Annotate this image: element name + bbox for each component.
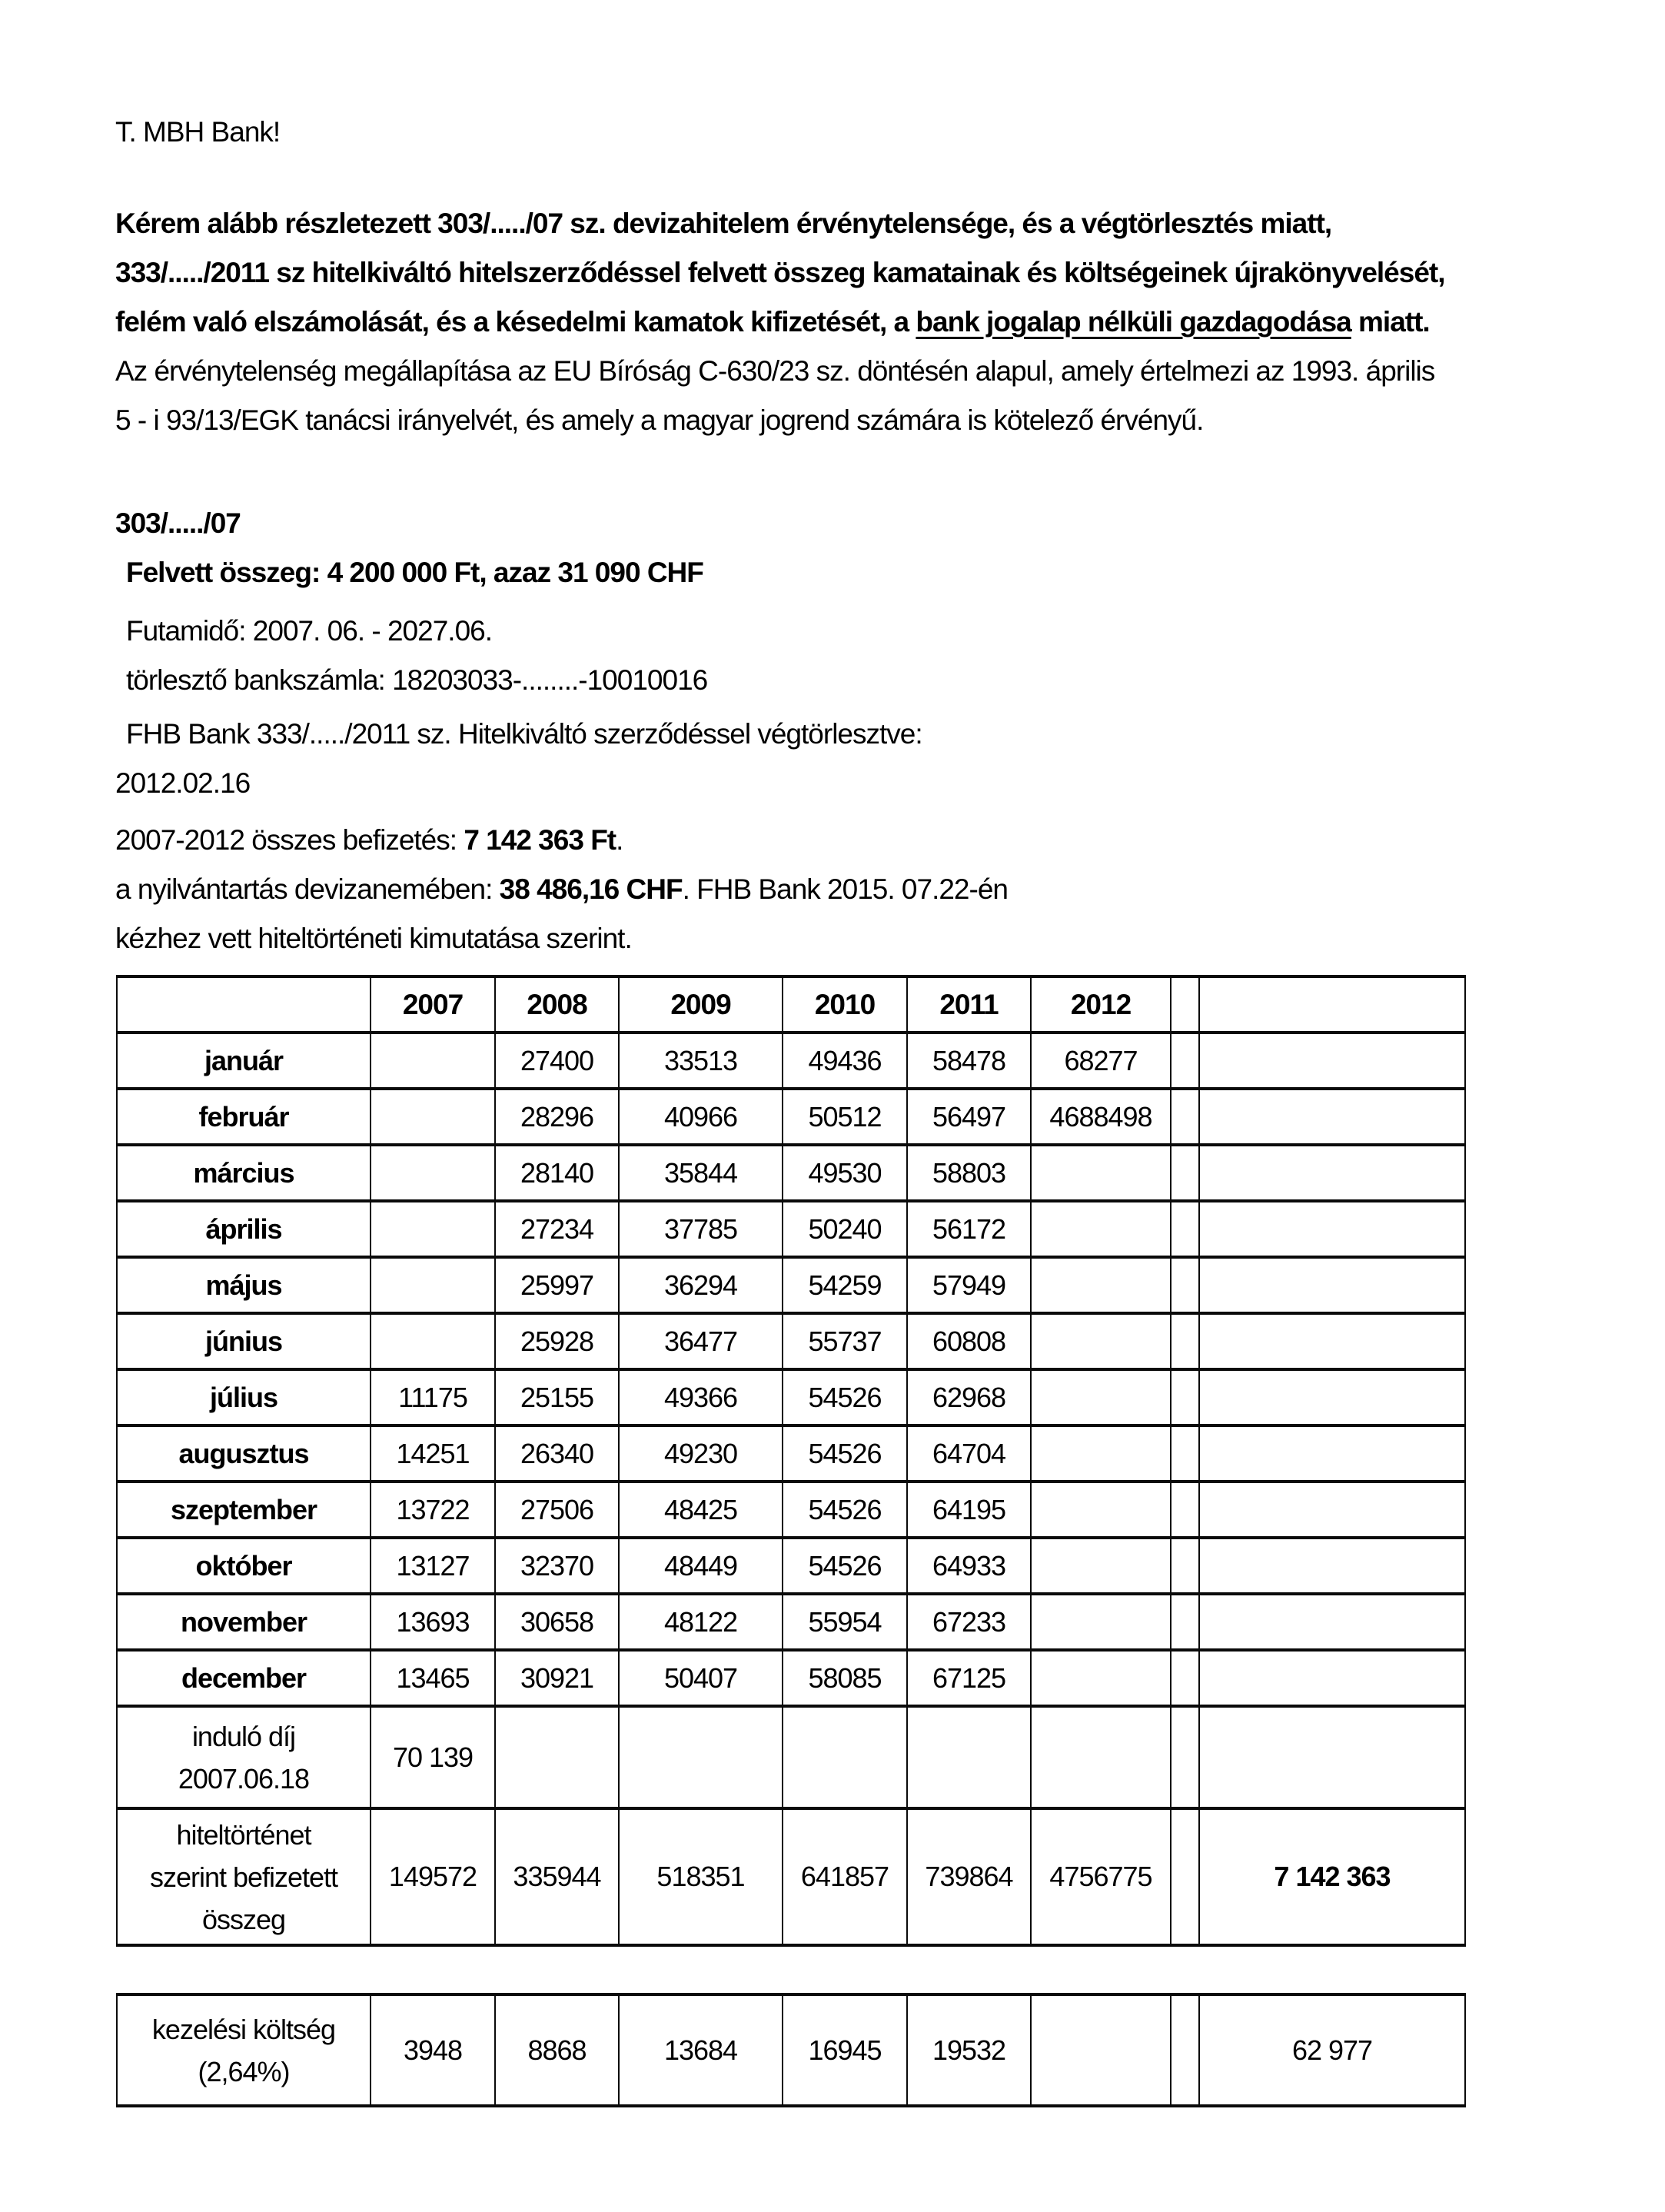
bold-text: miatt. — [1351, 306, 1430, 338]
row-label-cell: május — [117, 1257, 371, 1313]
header-year-cell: 2010 — [783, 976, 907, 1033]
value-cell: 27234 — [495, 1201, 619, 1257]
value-cell — [371, 1257, 495, 1313]
value-cell: 54259 — [783, 1257, 907, 1313]
bold-text: 7 142 363 Ft — [464, 824, 616, 856]
table-row — [117, 1425, 1465, 1482]
value-cell — [907, 1706, 1031, 1808]
spacer-cell — [1171, 1257, 1199, 1313]
value-cell: 58085 — [783, 1650, 907, 1706]
value-cell — [1031, 1706, 1171, 1808]
value-cell — [1031, 1650, 1171, 1706]
value-cell: 27400 — [495, 1033, 619, 1089]
plain-text: a nyilvántartás devizanemében: — [115, 873, 500, 905]
value-cell — [1031, 1369, 1171, 1425]
spacer-cell — [1171, 1808, 1199, 1945]
value-cell: 49436 — [783, 1033, 907, 1089]
table-row — [117, 1706, 1465, 1808]
bold-text: felém való elszámolását, és a késedelmi kamatok kifizetését, a — [115, 306, 916, 338]
value-cell: 149572 — [371, 1808, 495, 1945]
value-cell: 67233 — [907, 1594, 1031, 1650]
value-cell: 25155 — [495, 1369, 619, 1425]
value-cell: 62968 — [907, 1369, 1031, 1425]
total-paid — [115, 816, 1665, 865]
value-cell: 14251 — [371, 1425, 495, 1482]
plain-text: 2007-2012 összes befizetés: — [115, 824, 464, 856]
fhb-contract — [115, 710, 1665, 759]
total-cell: 62 977 — [1199, 1994, 1465, 2106]
value-cell: 13684 — [619, 1994, 783, 2106]
row-label-cell: február — [117, 1089, 371, 1145]
row-label-cell: december — [117, 1650, 371, 1706]
intro-line-5 — [115, 396, 1665, 445]
value-cell: 50512 — [783, 1089, 907, 1145]
value-cell: 28296 — [495, 1089, 619, 1145]
intro-line-4 — [115, 347, 1665, 396]
plain-text: FHB Bank 333/...../2011 sz. Hitelkiváltó szerződéssel végtörlesztve: — [126, 718, 922, 750]
total-cell — [1199, 1650, 1465, 1706]
value-cell: 13693 — [371, 1594, 495, 1650]
statement-note — [115, 914, 1665, 963]
value-cell: 60808 — [907, 1313, 1031, 1369]
total-cell — [1199, 1538, 1465, 1594]
header-year-cell: 2012 — [1031, 976, 1171, 1033]
value-cell: 48122 — [619, 1594, 783, 1650]
spacer-cell — [1171, 1650, 1199, 1706]
value-cell: 739864 — [907, 1808, 1031, 1945]
plain-text: törlesztő bankszámla: 18203033-........-10010016 — [126, 664, 708, 696]
total-cell — [1199, 1257, 1465, 1313]
value-cell: 36477 — [619, 1313, 783, 1369]
row-label-cell: június — [117, 1313, 371, 1369]
value-cell — [1031, 1313, 1171, 1369]
repayment-account — [115, 656, 1665, 705]
value-cell: 32370 — [495, 1538, 619, 1594]
value-cell: 49530 — [783, 1145, 907, 1201]
spacer-cell — [1171, 1089, 1199, 1145]
value-cell: 35844 — [619, 1145, 783, 1201]
value-cell: 56172 — [907, 1201, 1031, 1257]
total-cell — [1199, 1369, 1465, 1425]
value-cell: 54526 — [783, 1425, 907, 1482]
row-label-cell: április — [117, 1201, 371, 1257]
header-year-cell — [1171, 976, 1199, 1033]
table-row — [117, 1145, 1465, 1201]
plain-text: Az érvénytelenség megállapítása az EU Bíróság C-630/23 sz. döntésén alapul, amely értelmezi az 1993. április — [115, 355, 1435, 387]
value-cell — [783, 1706, 907, 1808]
row-label-cell: március — [117, 1145, 371, 1201]
table-row — [117, 1808, 1465, 1945]
value-cell: 11175 — [371, 1369, 495, 1425]
value-cell — [1031, 1538, 1171, 1594]
total-cell — [1199, 1482, 1465, 1538]
value-cell: 54526 — [783, 1538, 907, 1594]
loan-amount — [115, 548, 1665, 597]
table-row — [117, 1369, 1465, 1425]
total-cell — [1199, 1145, 1465, 1201]
value-cell: 16945 — [783, 1994, 907, 2106]
spacer-cell — [1171, 1994, 1199, 2106]
spacer-cell — [1171, 1425, 1199, 1482]
spacer-cell — [1171, 1594, 1199, 1650]
value-cell: 64704 — [907, 1425, 1031, 1482]
value-cell: 13127 — [371, 1538, 495, 1594]
fees-table — [116, 1993, 1466, 2107]
payoff-date — [115, 759, 1665, 808]
value-cell — [1031, 1425, 1171, 1482]
value-cell: 58803 — [907, 1145, 1031, 1201]
row-label-cell: augusztus — [117, 1425, 371, 1482]
value-cell: 3948 — [371, 1994, 495, 2106]
value-cell: 518351 — [619, 1808, 783, 1945]
value-cell: 25997 — [495, 1257, 619, 1313]
value-cell: 50407 — [619, 1650, 783, 1706]
row-label-cell: november — [117, 1594, 371, 1650]
value-cell: 70 139 — [371, 1706, 495, 1808]
header-year-cell — [1199, 976, 1465, 1033]
value-cell: 58478 — [907, 1033, 1031, 1089]
table-row — [117, 1650, 1465, 1706]
table-row — [117, 1313, 1465, 1369]
value-cell — [371, 1089, 495, 1145]
value-cell: 57949 — [907, 1257, 1031, 1313]
plain-text: 2012.02.16 — [115, 767, 251, 799]
value-cell: 25928 — [495, 1313, 619, 1369]
value-cell — [371, 1033, 495, 1089]
table-row — [117, 1482, 1465, 1538]
total-cell — [1199, 1425, 1465, 1482]
total-cell — [1199, 1706, 1465, 1808]
value-cell: 26340 — [495, 1425, 619, 1482]
table-row — [117, 1594, 1465, 1650]
value-cell: 33513 — [619, 1033, 783, 1089]
value-cell: 4688498 — [1031, 1089, 1171, 1145]
value-cell: 335944 — [495, 1808, 619, 1945]
total-cell: 7 142 363 — [1199, 1808, 1465, 1945]
value-cell: 64933 — [907, 1538, 1031, 1594]
value-cell: 40966 — [619, 1089, 783, 1145]
header-year-cell: 2008 — [495, 976, 619, 1033]
header-year-cell: 2011 — [907, 976, 1031, 1033]
value-cell — [1031, 1145, 1171, 1201]
value-cell — [619, 1706, 783, 1808]
value-cell: 49230 — [619, 1425, 783, 1482]
intro-line-3 — [115, 298, 1665, 347]
bold-text: 38 486,16 CHF — [499, 873, 683, 905]
spacer-cell — [1171, 1145, 1199, 1201]
row-label-cell: október — [117, 1538, 371, 1594]
value-cell: 54526 — [783, 1482, 907, 1538]
header-year-cell: 2009 — [619, 976, 783, 1033]
plain-text: kézhez vett hiteltörténeti kimutatása szerint. — [115, 923, 632, 954]
spacer-cell — [1171, 1482, 1199, 1538]
value-cell: 30658 — [495, 1594, 619, 1650]
spacer-cell — [1171, 1033, 1199, 1089]
letter-body — [115, 108, 1665, 963]
table-row — [117, 1089, 1465, 1145]
payments-table — [116, 975, 1466, 1947]
value-cell: 67125 — [907, 1650, 1031, 1706]
spacer-cell — [1171, 1369, 1199, 1425]
loan-term — [115, 607, 1665, 656]
row-label-cell: január — [117, 1033, 371, 1089]
plain-text: . FHB Bank 2015. 07.22-én — [682, 873, 1008, 905]
value-cell — [1031, 1994, 1171, 2106]
spacer-cell — [1171, 1706, 1199, 1808]
intro-line-2 — [115, 248, 1665, 298]
value-cell: 13722 — [371, 1482, 495, 1538]
value-cell: 641857 — [783, 1808, 907, 1945]
value-cell: 27506 — [495, 1482, 619, 1538]
value-cell — [371, 1201, 495, 1257]
value-cell: 54526 — [783, 1369, 907, 1425]
value-cell: 13465 — [371, 1650, 495, 1706]
value-cell: 48449 — [619, 1538, 783, 1594]
row-label-cell: kezelési költség (2,64%) — [117, 1994, 371, 2106]
table-row — [117, 1257, 1465, 1313]
total-cell — [1199, 1201, 1465, 1257]
salutation — [115, 108, 1665, 157]
value-cell: 4756775 — [1031, 1808, 1171, 1945]
value-cell: 50240 — [783, 1201, 907, 1257]
bold-text: Kérem alább részletezett 303/...../07 sz. devizahitelem érvénytelensége, és a végtörlesztés miatt, — [115, 208, 1332, 239]
bold-text: 303/...../07 — [115, 507, 241, 539]
total-cell — [1199, 1033, 1465, 1089]
value-cell: 64195 — [907, 1482, 1031, 1538]
value-cell: 49366 — [619, 1369, 783, 1425]
plain-text: 5 - i 93/13/EGK tanácsi irányelvét, és amely a magyar jogrend számára is kötelező érvényű. — [115, 404, 1204, 436]
value-cell — [371, 1313, 495, 1369]
total-paid-chf — [115, 865, 1665, 914]
table-row — [117, 1538, 1465, 1594]
value-cell: 68277 — [1031, 1033, 1171, 1089]
value-cell: 55954 — [783, 1594, 907, 1650]
value-cell — [1031, 1201, 1171, 1257]
value-cell: 30921 — [495, 1650, 619, 1706]
table-header-row — [117, 976, 1465, 1033]
row-label-cell: hiteltörténet szerint befizetett összeg — [117, 1808, 371, 1945]
table-row — [117, 1201, 1465, 1257]
spacer-cell — [1171, 1538, 1199, 1594]
intro-line-1 — [115, 199, 1665, 248]
value-cell — [371, 1145, 495, 1201]
total-cell — [1199, 1089, 1465, 1145]
value-cell — [495, 1706, 619, 1808]
row-label-cell: július — [117, 1369, 371, 1425]
value-cell: 48425 — [619, 1482, 783, 1538]
plain-text: Futamidő: 2007. 06. - 2027.06. — [126, 615, 493, 647]
contract-heading — [115, 499, 1665, 548]
row-label-cell: szeptember — [117, 1482, 371, 1538]
underlined-text: bank jogalap nélküli gazdagodása — [916, 306, 1351, 338]
value-cell — [1031, 1482, 1171, 1538]
total-cell — [1199, 1594, 1465, 1650]
spacer-cell — [1171, 1201, 1199, 1257]
value-cell: 37785 — [619, 1201, 783, 1257]
value-cell — [1031, 1257, 1171, 1313]
bold-text: Felvett összeg: 4 200 000 Ft, azaz 31 090 CHF — [126, 557, 703, 588]
value-cell: 55737 — [783, 1313, 907, 1369]
total-cell — [1199, 1313, 1465, 1369]
value-cell: 19532 — [907, 1994, 1031, 2106]
table-row — [117, 1994, 1465, 2106]
table-row — [117, 1033, 1465, 1089]
value-cell: 36294 — [619, 1257, 783, 1313]
row-label-cell: induló díj 2007.06.18 — [117, 1706, 371, 1808]
bold-text: 333/...../2011 sz hitelkiváltó hitelszerződéssel felvett összeg kamatainak és költségeinek újrakönyvelését, — [115, 257, 1445, 288]
header-year-cell: 2007 — [371, 976, 495, 1033]
plain-text: T. MBH Bank! — [115, 116, 281, 148]
value-cell: 56497 — [907, 1089, 1031, 1145]
spacer-cell — [1171, 1313, 1199, 1369]
plain-text: . — [616, 824, 623, 856]
value-cell: 8868 — [495, 1994, 619, 2106]
header-label-cell — [117, 976, 371, 1033]
value-cell: 28140 — [495, 1145, 619, 1201]
value-cell — [1031, 1594, 1171, 1650]
